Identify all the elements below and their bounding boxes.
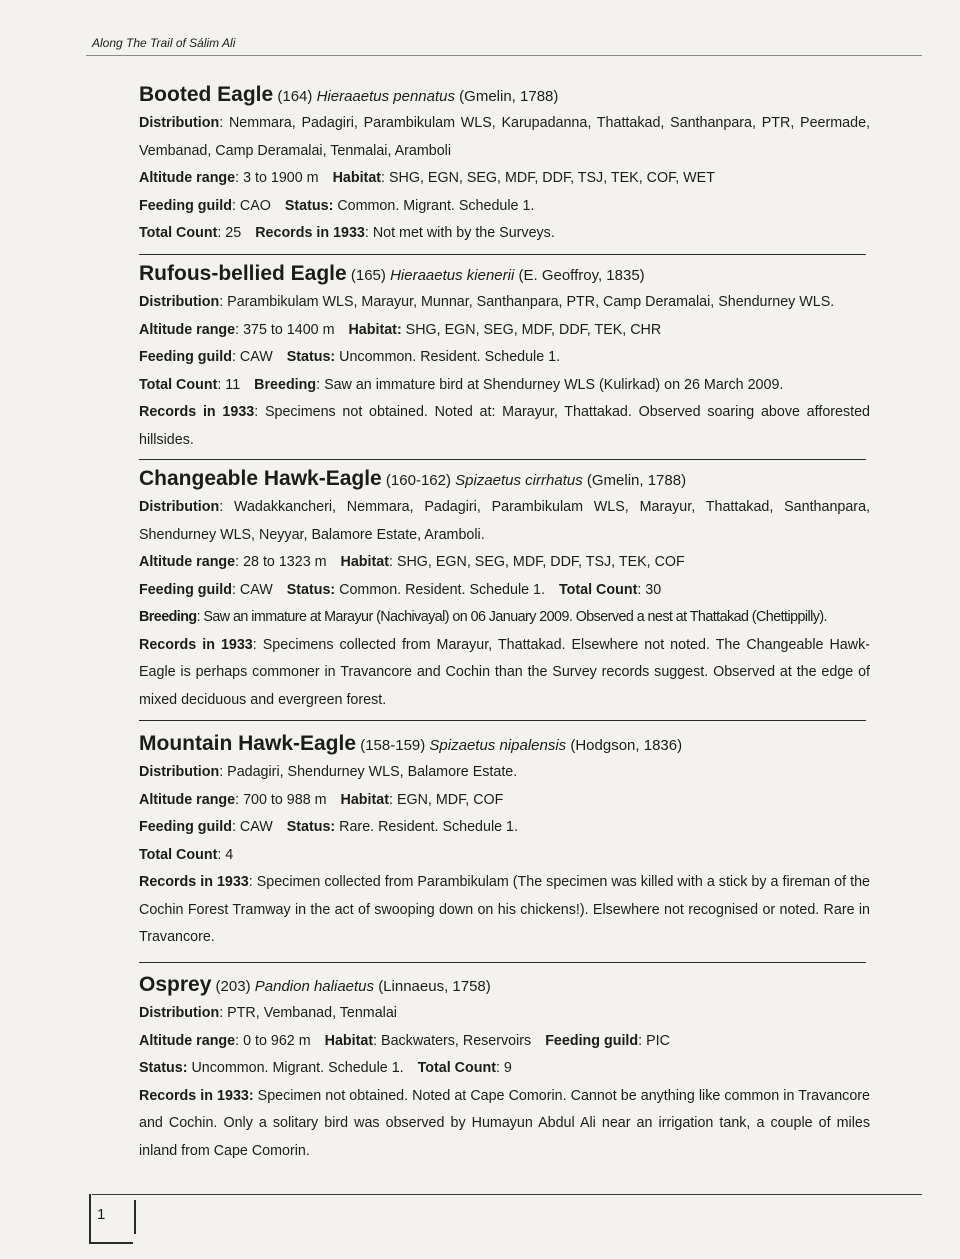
running-header: Along The Trail of Sálim Ali <box>92 36 236 50</box>
scientific-name: Hieraaetus pennatus <box>316 88 455 105</box>
common-name: Mountain Hawk-Eagle <box>139 732 357 755</box>
common-name: Rufous-bellied Eagle <box>139 262 347 285</box>
altitude-habitat: Altitude range: 700 to 988 m Habitat: EGN, MDF, COF <box>139 791 504 808</box>
entry-title <box>139 82 870 110</box>
common-name: Booted Eagle <box>139 83 274 106</box>
records: Records in 1933: Specimens not obtained. Noted at: Marayur, Thattakad. Observed soaring above afforested hillsides. <box>139 404 871 448</box>
scientific-name: Pandion haliaetus <box>254 978 375 995</box>
species-number: (160-162) <box>385 472 451 489</box>
count-breeding: Total Count: 11 Breeding: Saw an immature bird at Shendurney WLS (Kulirkad) on 26 March 2009. <box>139 376 784 393</box>
entry-title <box>139 731 870 759</box>
entry-title <box>139 466 870 494</box>
common-name: Osprey <box>139 973 212 996</box>
breeding: Breeding: Saw an immature at Marayur (Nachivayal) on 06 January 2009. Observed a nest at Thattakad (Chettippilly). <box>139 609 827 625</box>
entry-booted-eagle <box>139 82 870 248</box>
records: Records in 1933: Specimens collected from Marayur, Thattakad. Elsewhere not noted. The Changeable Hawk-Eagle is perhaps commoner in Travancore and Cochin than the Survey records suggest. Observed at the edge of mixed deciduous and evergreen forest. <box>139 636 870 708</box>
scientific-name: Hieraaetus kienerii <box>390 267 515 284</box>
altitude-habitat: Altitude range: 375 to 1400 m Habitat: SHG, EGN, SEG, MDF, DDF, TEK, CHR <box>139 321 662 338</box>
species-number: (203) <box>215 978 251 995</box>
records: Records in 1933: Specimen not obtained. Noted at Cape Comorin. Cannot be anything like common in Travancore and Cochin. Only a solitary bird was observed by Humayun Abdul Ali near an irrigation tank, a couple of miles inland from Cape Comorin. <box>139 1087 870 1159</box>
entry-rufous-bellied-eagle <box>139 261 870 454</box>
species-number: (158-159) <box>360 737 426 754</box>
authority: (Gmelin, 1788) <box>459 88 559 105</box>
distribution: Distribution: Padagiri, Shendurney WLS, Balamore Estate. <box>139 764 518 780</box>
entry-separator <box>139 459 866 460</box>
page-number: 1 <box>97 1206 106 1223</box>
authority: (Hodgson, 1836) <box>570 737 683 754</box>
header-rule <box>86 55 922 56</box>
count-records: Total Count: 25 Records in 1933: Not met with by the Surveys. <box>139 225 555 241</box>
authority: (Gmelin, 1788) <box>586 472 687 489</box>
authority: (E. Geoffroy, 1835) <box>518 267 645 284</box>
common-name: Changeable Hawk-Eagle <box>139 467 382 490</box>
species-number: (164) <box>277 88 313 105</box>
entry-osprey <box>139 972 870 1165</box>
total-count: Total Count: 4 <box>139 846 234 863</box>
guild-status: Feeding guild: CAO Status: Common. Migrant. Schedule 1. <box>139 197 535 214</box>
authority: (Linnaeus, 1758) <box>378 978 491 995</box>
page-number-bracket <box>126 1200 136 1234</box>
guild-status-count: Feeding guild: CAW Status: Common. Resident. Schedule 1. Total Count: 30 <box>139 581 662 598</box>
altitude-habitat: Altitude range: 3 to 1900 m Habitat: SHG, EGN, SEG, MDF, DDF, TSJ, TEK, COF, WET <box>139 170 715 186</box>
guild-status: Feeding guild: CAW Status: Rare. Resident. Schedule 1. <box>139 819 518 835</box>
entry-separator <box>139 720 866 721</box>
guild-status: Feeding guild: CAW Status: Uncommon. Resident. Schedule 1. <box>139 349 561 365</box>
entry-separator <box>139 254 866 255</box>
entry-mountain-hawk-eagle <box>139 731 870 952</box>
altitude-habitat-guild: Altitude range: 0 to 962 m Habitat: Backwaters, Reservoirs Feeding guild: PIC <box>139 1032 670 1049</box>
entry-title <box>139 972 870 1000</box>
altitude-habitat: Altitude range: 28 to 1323 m Habitat: SHG, EGN, SEG, MDF, DDF, TSJ, TEK, COF <box>139 554 685 570</box>
distribution: Distribution: Nemmara, Padagiri, Parambikulam WLS, Karupadanna, Thattakad, Santhanpara, PTR, Peermade, Vembanad, Camp Deramalai, Tenmalai, Aramboli <box>139 115 870 159</box>
distribution: Distribution: PTR, Vembanad, Tenmalai <box>139 1005 397 1021</box>
entry-separator <box>139 962 866 963</box>
species-number: (165) <box>350 267 386 284</box>
records: Records in 1933: Specimen collected from Parambikulam (The specimen was killed with a stick by a fireman of the Cochin Forest Tramway in the act of swooping down on his chickens!). Elsewhere not recognised or noted. Rare in Travancore. <box>139 874 870 945</box>
distribution: Distribution: Parambikulam WLS, Marayur, Munnar, Santhanpara, PTR, Camp Deramalai, Shendurney WLS. <box>139 294 835 310</box>
distribution: Distribution: Wadakkancheri, Nemmara, Padagiri, Parambikulam WLS, Marayur, Thattakad, Santhanpara, Shendurney WLS, Neyyar, Balamore Estate, Aramboli. <box>139 499 870 543</box>
status-count: Status: Uncommon. Migrant. Schedule 1. Total Count: 9 <box>139 1060 512 1076</box>
entry-changeable-hawk-eagle <box>139 466 870 714</box>
entry-title <box>139 261 870 289</box>
scientific-name: Spizaetus cirrhatus <box>455 472 583 489</box>
footer-rule <box>92 1194 922 1195</box>
scientific-name: Spizaetus nipalensis <box>429 737 567 754</box>
